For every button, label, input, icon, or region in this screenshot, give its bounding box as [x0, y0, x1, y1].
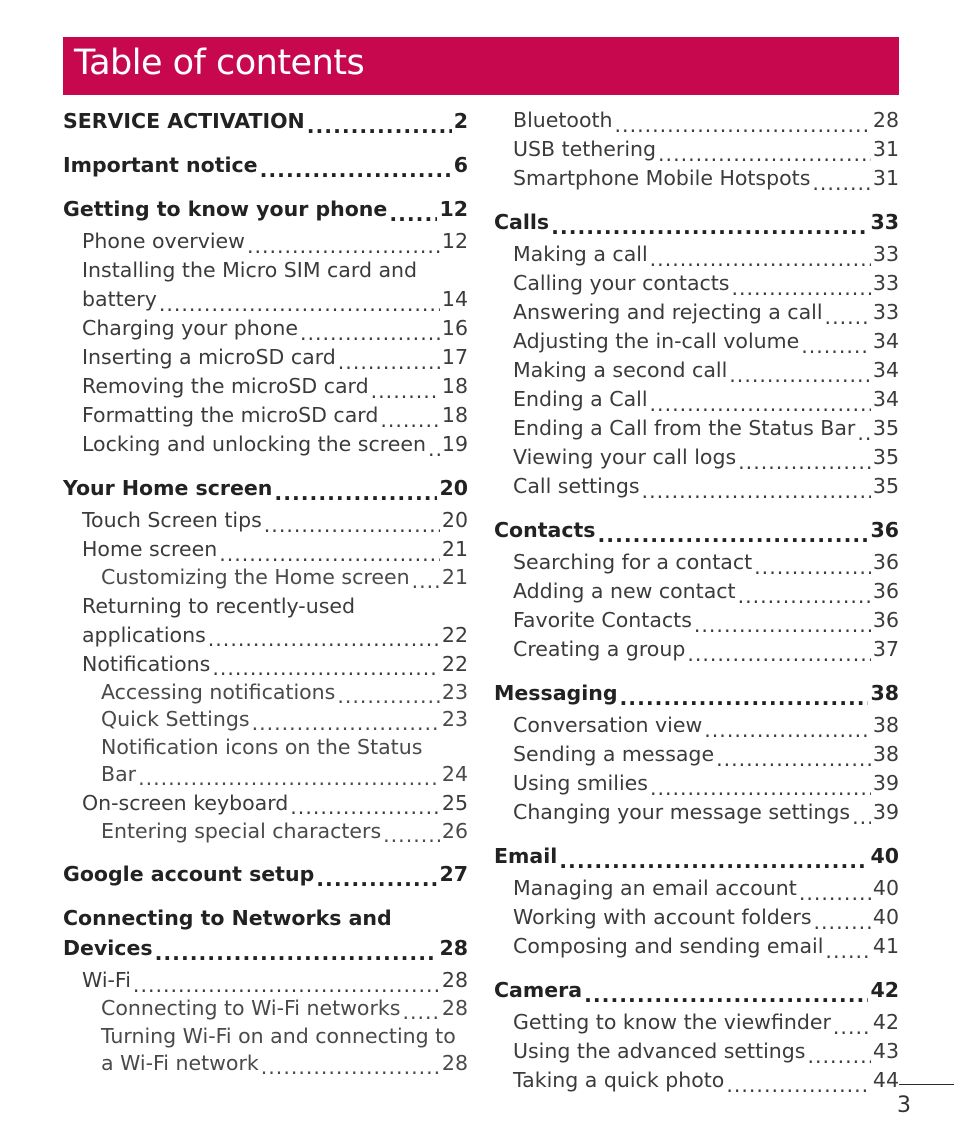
toc-column-left: [63, 106, 468, 1078]
toc-section[interactable]: [494, 472, 899, 501]
dot-leader: [833, 1017, 871, 1038]
toc-entry-row: [494, 207, 899, 237]
toc-entry-row: [513, 327, 899, 356]
toc-entry-page: 24: [441, 762, 468, 786]
toc-entry-title: applications: [82, 622, 206, 647]
toc-entry-row: [513, 472, 899, 501]
toc-entry-title: Changing your message settings: [513, 800, 851, 824]
toc-entry-page: 27: [439, 862, 468, 886]
dot-leader: [389, 204, 437, 225]
toc-entry-page: 37: [872, 637, 899, 661]
dot-leader: [380, 410, 440, 431]
toc-section[interactable]: [494, 1066, 899, 1095]
toc-entry-title: Notifications: [82, 651, 211, 676]
toc-entry-page: 38: [870, 681, 899, 705]
dot-leader: [754, 557, 871, 578]
toc-entry-row: [101, 995, 468, 1023]
toc-entry-row: [513, 106, 899, 135]
toc-entry-row: [63, 194, 468, 224]
toc-entry-page: 28: [441, 968, 468, 992]
toc-entry-page: 6: [453, 153, 468, 177]
toc-entry-page: 33: [872, 242, 899, 266]
toc-entry-row: [513, 135, 899, 164]
toc-entry-row: [513, 798, 899, 827]
toc-entry-page: 33: [870, 210, 899, 234]
dot-leader: [738, 452, 871, 473]
toc-entry-row: [513, 903, 899, 932]
dot-leader: [264, 515, 440, 536]
toc-entry-title: Ending a Call: [513, 387, 648, 411]
toc-section[interactable]: [494, 443, 899, 472]
toc-section[interactable]: [494, 327, 899, 356]
toc-entry-title: Smartphone Mobile Hotspots: [513, 166, 811, 190]
toc-entry-row: [101, 761, 468, 789]
toc-entry-page: 33: [872, 271, 899, 295]
toc-entry-page: 22: [441, 622, 468, 647]
toc-entry-title: Quick Settings: [101, 707, 250, 731]
toc-entry-row: [513, 740, 899, 769]
dot-leader: [412, 571, 440, 592]
toc-entry-row: [513, 577, 899, 606]
toc-entry-title: Conversation view: [513, 713, 703, 737]
toc-entry-row: [513, 385, 899, 414]
toc-entry-row: [82, 227, 468, 256]
dot-leader: [155, 943, 438, 964]
toc-entry-page: 36: [872, 608, 899, 632]
page-number: 3: [897, 1093, 911, 1118]
dot-leader: [383, 825, 440, 846]
toc-entry-page: 33: [872, 300, 899, 324]
toc-entry-title: Entering special characters: [101, 818, 382, 843]
toc-entry-title: Making a second call: [513, 358, 728, 382]
toc-section[interactable]: [494, 711, 899, 740]
toc-entry-row: [63, 473, 468, 503]
toc-entry-row: [63, 859, 468, 889]
toc-entry-row: [513, 874, 899, 903]
page-title: Table of contents: [74, 43, 365, 83]
toc-section[interactable]: [494, 740, 899, 769]
toc-chapter[interactable]: [494, 841, 899, 871]
toc-entry-row: [101, 679, 468, 707]
dot-leader: [138, 768, 440, 789]
toc-subsection[interactable]: [63, 706, 468, 734]
toc-entry-page: 23: [441, 679, 468, 704]
toc-entry-row: [82, 401, 468, 430]
toc-entry-row: [82, 621, 468, 650]
toc-entry-page: 36: [872, 579, 899, 603]
toc-entry-page: 18: [441, 374, 468, 398]
toc-entry-title: Home screen: [82, 537, 218, 561]
toc-entry-title: Taking a quick photo: [513, 1068, 725, 1092]
dot-leader: [808, 1046, 871, 1067]
dot-leader: [620, 688, 869, 709]
toc-entry-title: Calls: [494, 210, 550, 234]
toc-section[interactable]: [494, 577, 899, 606]
toc-entry-title: Email: [494, 844, 558, 868]
toc-subsection[interactable]: [63, 564, 468, 592]
toc-section[interactable]: [494, 106, 899, 135]
dot-leader: [133, 975, 440, 996]
toc-entry-title: Call settings: [513, 474, 640, 498]
toc-entry-title: Favorite Contacts: [513, 608, 692, 632]
dot-leader: [208, 629, 440, 650]
dot-leader: [726, 1075, 871, 1096]
toc-entry-row: [82, 650, 468, 679]
toc-entry-title-line: Turning Wi-Fi on and connecting to: [101, 1023, 456, 1048]
toc-chapter[interactable]: [494, 515, 899, 545]
toc-section[interactable]: [63, 343, 468, 372]
toc-entry-row: [513, 1008, 899, 1037]
toc-section[interactable]: [63, 592, 468, 650]
toc-entry-page: 42: [872, 1010, 899, 1034]
toc-entry-page: 42: [870, 978, 899, 1002]
toc-entry-title: Bar: [101, 762, 137, 786]
dot-leader: [687, 644, 871, 665]
toc-entry-title: Camera: [494, 978, 583, 1002]
toc-entry-row: [513, 548, 899, 577]
toc-entry-row: [494, 975, 899, 1005]
toc-subsection[interactable]: [63, 818, 468, 846]
toc-entry-page: 34: [872, 387, 899, 411]
toc-section[interactable]: [494, 798, 899, 827]
toc-entry-page: 23: [441, 707, 468, 731]
dot-leader: [825, 307, 871, 328]
dot-leader: [219, 544, 440, 565]
dot-leader: [729, 365, 871, 386]
toc-entry-row: [82, 789, 468, 818]
toc-entry-title-line: Notification icons on the Status: [101, 734, 423, 759]
toc-entry-page: 41: [872, 934, 899, 958]
toc-entry-title: Accessing notifications: [101, 679, 336, 704]
toc-section[interactable]: [494, 269, 899, 298]
toc-entry-row: [101, 564, 468, 592]
toc-entry-page: 34: [872, 329, 899, 353]
toc-entry-page: 28: [872, 108, 899, 132]
page-number-rule: [899, 1084, 954, 1085]
dot-leader: [650, 249, 871, 270]
toc-entry-row: [101, 706, 468, 734]
toc-entry-page: 28: [441, 1051, 468, 1075]
dot-leader: [799, 883, 871, 904]
toc-section[interactable]: [494, 385, 899, 414]
toc-section[interactable]: [63, 650, 468, 679]
toc-entry-page: 18: [441, 403, 468, 427]
toc-entry-row: [513, 298, 899, 327]
toc-entry-title: Getting to know your phone: [63, 197, 388, 221]
toc-entry-page: 38: [872, 742, 899, 766]
toc-subsection[interactable]: [63, 679, 468, 707]
toc-entry-title: Customizing the Home screen: [101, 565, 410, 589]
toc-entry-page: 39: [872, 800, 899, 824]
dot-leader: [290, 797, 440, 818]
toc-entry-page: 12: [439, 197, 468, 221]
toc-chapter[interactable]: [63, 194, 468, 224]
toc-chapter[interactable]: [63, 903, 468, 963]
toc-entry-row: [513, 356, 899, 385]
dot-leader: [716, 749, 871, 770]
toc-entry-page: 22: [441, 651, 468, 676]
dot-leader: [615, 115, 871, 136]
toc-section[interactable]: [494, 298, 899, 327]
toc-section[interactable]: [63, 535, 468, 564]
dot-leader: [801, 336, 871, 357]
toc-entry-title: On-screen keyboard: [82, 790, 289, 815]
dot-leader: [584, 985, 868, 1006]
toc-entry-page: 28: [439, 936, 468, 960]
toc-subsection[interactable]: [63, 995, 468, 1023]
toc-entry-title: Managing an email account: [513, 876, 797, 900]
dot-leader: [559, 851, 868, 872]
toc-entry-title: Composing and sending email: [513, 934, 824, 958]
dot-leader: [261, 1057, 440, 1078]
toc-entry-title: Your Home screen: [63, 476, 273, 500]
dot-leader: [428, 439, 440, 460]
toc-chapter[interactable]: [494, 207, 899, 237]
toc-section[interactable]: [494, 635, 899, 664]
dot-leader: [812, 173, 871, 194]
toc-entry-row: [101, 818, 468, 846]
toc-entry-page: 17: [441, 345, 468, 369]
toc-entry-row: [82, 372, 468, 401]
toc-entry-page: 19: [441, 432, 468, 456]
toc-entry-title: Devices: [63, 936, 153, 960]
toc-entry-title: a Wi-Fi network: [101, 1051, 259, 1075]
toc-entry-title: Searching for a contact: [513, 550, 753, 574]
toc-entry-page: 35: [872, 474, 899, 498]
dot-leader: [732, 278, 871, 299]
dot-leader: [274, 483, 437, 504]
toc-entry-page: 35: [872, 416, 899, 440]
toc-entry-row: [513, 635, 899, 664]
toc-entry-row: [494, 678, 899, 708]
toc-section[interactable]: [63, 789, 468, 818]
toc-entry-row: [513, 164, 899, 193]
toc-entry-page: 31: [872, 166, 899, 190]
toc-chapter[interactable]: [63, 473, 468, 503]
dot-leader: [852, 807, 871, 828]
toc-entry-page: 31: [872, 137, 899, 161]
toc-entry-row: [82, 966, 468, 995]
dot-leader: [650, 394, 871, 415]
toc-entry-page: 44: [872, 1068, 899, 1092]
toc-column-right: [494, 106, 899, 1095]
toc-entry-title: Answering and rejecting a call: [513, 300, 823, 324]
toc-subsection[interactable]: [63, 1023, 468, 1078]
toc-entry-row: [513, 711, 899, 740]
toc-entry-page: 36: [872, 550, 899, 574]
title-banner: [63, 37, 899, 95]
toc-entry-title: Bluetooth: [513, 108, 613, 132]
toc-entry-title: Working with account folders: [513, 905, 812, 929]
toc-section[interactable]: [494, 874, 899, 903]
toc-entry-title: Contacts: [494, 518, 596, 542]
toc-section[interactable]: [63, 401, 468, 430]
toc-chapter[interactable]: [63, 150, 468, 180]
toc-entry-title: Inserting a microSD card: [82, 345, 336, 369]
toc-section[interactable]: [494, 414, 899, 443]
toc-entry-title: Making a call: [513, 242, 648, 266]
toc-chapter[interactable]: [494, 975, 899, 1005]
dot-leader: [300, 323, 440, 344]
toc-entry-page: 21: [441, 537, 468, 561]
toc-entry-title: Messaging: [494, 681, 618, 705]
toc-entry-page: 12: [441, 229, 468, 253]
toc-entry-row: [513, 932, 899, 961]
toc-entry-page: 20: [441, 508, 468, 532]
toc-entry-row: [63, 106, 468, 136]
dot-leader: [337, 686, 440, 707]
toc-section[interactable]: [494, 903, 899, 932]
toc-section[interactable]: [494, 769, 899, 798]
toc-entry-page: 36: [870, 518, 899, 542]
toc-entry-page: 39: [872, 771, 899, 795]
toc-entry-page: 34: [872, 358, 899, 382]
dot-leader: [825, 941, 870, 962]
toc-entry-page: 28: [441, 996, 468, 1020]
dot-leader: [857, 423, 871, 444]
dot-leader: [642, 481, 871, 502]
toc-entry-title: Removing the microSD card: [82, 374, 369, 398]
toc-entry-row: [513, 769, 899, 798]
toc-section[interactable]: [494, 1008, 899, 1037]
toc-entry-page: 26: [441, 818, 468, 843]
toc-subsection[interactable]: [63, 734, 468, 789]
toc-entry-title: Locking and unlocking the screen: [82, 432, 426, 456]
toc-section[interactable]: [63, 506, 468, 535]
toc-entry-row: [63, 933, 468, 963]
dot-leader: [738, 586, 871, 607]
toc-entry-title: Calling your contacts: [513, 271, 730, 295]
dot-leader: [650, 778, 871, 799]
toc-entry-page: 16: [441, 316, 468, 340]
toc-entry-row: [101, 1050, 468, 1078]
dot-leader: [814, 912, 871, 933]
dot-leader: [307, 116, 452, 137]
toc-chapter[interactable]: [63, 859, 468, 889]
dot-leader: [316, 869, 437, 890]
toc-section[interactable]: [63, 314, 468, 343]
dot-leader: [247, 236, 440, 257]
toc-entry-row: [82, 285, 468, 314]
toc-entry-title: Adjusting the in-call volume: [513, 329, 800, 353]
toc-entry-page: 40: [870, 844, 899, 868]
toc-section[interactable]: [494, 240, 899, 269]
toc-entry-title: Adding a new contact: [513, 579, 736, 603]
dot-leader: [551, 217, 868, 238]
dot-leader: [252, 713, 440, 734]
toc-section[interactable]: [494, 135, 899, 164]
toc-section[interactable]: [494, 164, 899, 193]
toc-section[interactable]: [63, 256, 468, 314]
toc-entry-title: Charging your phone: [82, 316, 298, 340]
toc-entry-page: 25: [441, 790, 468, 815]
toc-section[interactable]: [494, 356, 899, 385]
toc-entry-title-line: Returning to recently-used: [82, 593, 356, 618]
toc-entry-page: 43: [872, 1039, 899, 1063]
toc-section[interactable]: [494, 932, 899, 961]
toc-section[interactable]: [494, 1037, 899, 1066]
toc-chapter[interactable]: [494, 678, 899, 708]
toc-entry-row: [513, 1066, 899, 1095]
toc-entry-title: Sending a message: [513, 742, 715, 766]
toc-entry-row: [63, 150, 468, 180]
toc-entry-title: Ending a Call from the Status Bar: [513, 416, 856, 440]
toc-entry-row: [513, 1037, 899, 1066]
toc-entry-title: Getting to know the viewfinder: [513, 1010, 831, 1034]
toc-section[interactable]: [63, 430, 468, 459]
toc-entry-title: Connecting to Wi-Fi networks: [101, 996, 401, 1020]
toc-entry-row: [513, 240, 899, 269]
toc-entry-title: Using the advanced settings: [513, 1039, 806, 1063]
dot-leader: [694, 615, 871, 636]
toc-entry-row: [82, 343, 468, 372]
toc-entry-page: 2: [453, 109, 468, 133]
toc-entry-row: [494, 841, 899, 871]
dot-leader: [159, 294, 440, 315]
toc-entry-row: [494, 515, 899, 545]
toc-entry-row: [513, 414, 899, 443]
dot-leader: [402, 1002, 439, 1023]
toc-chapter[interactable]: [63, 106, 468, 136]
toc-entry-row: [82, 314, 468, 343]
toc-section[interactable]: [494, 548, 899, 577]
toc-section[interactable]: [63, 227, 468, 256]
toc-entry-title: Wi-Fi: [82, 968, 131, 992]
toc-entry-row: [513, 606, 899, 635]
toc-section[interactable]: [63, 966, 468, 995]
dot-leader: [212, 658, 440, 679]
dot-leader: [658, 144, 871, 165]
toc-entry-page: 40: [872, 905, 899, 929]
toc-entry-page: 21: [441, 565, 468, 589]
toc-entry-title-line: Installing the Micro SIM card and: [82, 258, 418, 282]
toc-entry-title: Touch Screen tips: [82, 508, 262, 532]
toc-entry-title: Phone overview: [82, 229, 245, 253]
toc-entry-title: Important notice: [63, 153, 258, 177]
dot-leader: [260, 160, 452, 181]
toc-entry-title: Formatting the microSD card: [82, 403, 379, 427]
toc-entry-page: 38: [872, 713, 899, 737]
toc-entry-title: Creating a group: [513, 637, 686, 661]
dot-leader: [704, 720, 871, 741]
dot-leader: [338, 352, 440, 373]
dot-leader: [371, 381, 440, 402]
toc-section[interactable]: [63, 372, 468, 401]
toc-entry-row: [82, 430, 468, 459]
toc-entry-title: SERVICE ACTIVATION: [63, 109, 305, 133]
toc-entry-page: 35: [872, 445, 899, 469]
toc-entry-page: 20: [439, 476, 468, 500]
toc-entry-title-line: Connecting to Networks and: [63, 906, 392, 930]
toc-entry-title: battery: [82, 287, 157, 311]
toc-entry-page: 40: [872, 876, 899, 900]
toc-entry-title: Google account setup: [63, 862, 315, 886]
toc-entry-row: [513, 443, 899, 472]
toc-entry-title: Using smilies: [513, 771, 648, 795]
toc-section[interactable]: [494, 606, 899, 635]
toc-entry-title: Viewing your call logs: [513, 445, 737, 469]
toc-entry-row: [513, 269, 899, 298]
dot-leader: [598, 525, 869, 546]
toc-entry-title: USB tethering: [513, 137, 657, 161]
toc-entry-row: [82, 535, 468, 564]
toc-entry-page: 14: [441, 287, 468, 311]
toc-entry-row: [82, 506, 468, 535]
